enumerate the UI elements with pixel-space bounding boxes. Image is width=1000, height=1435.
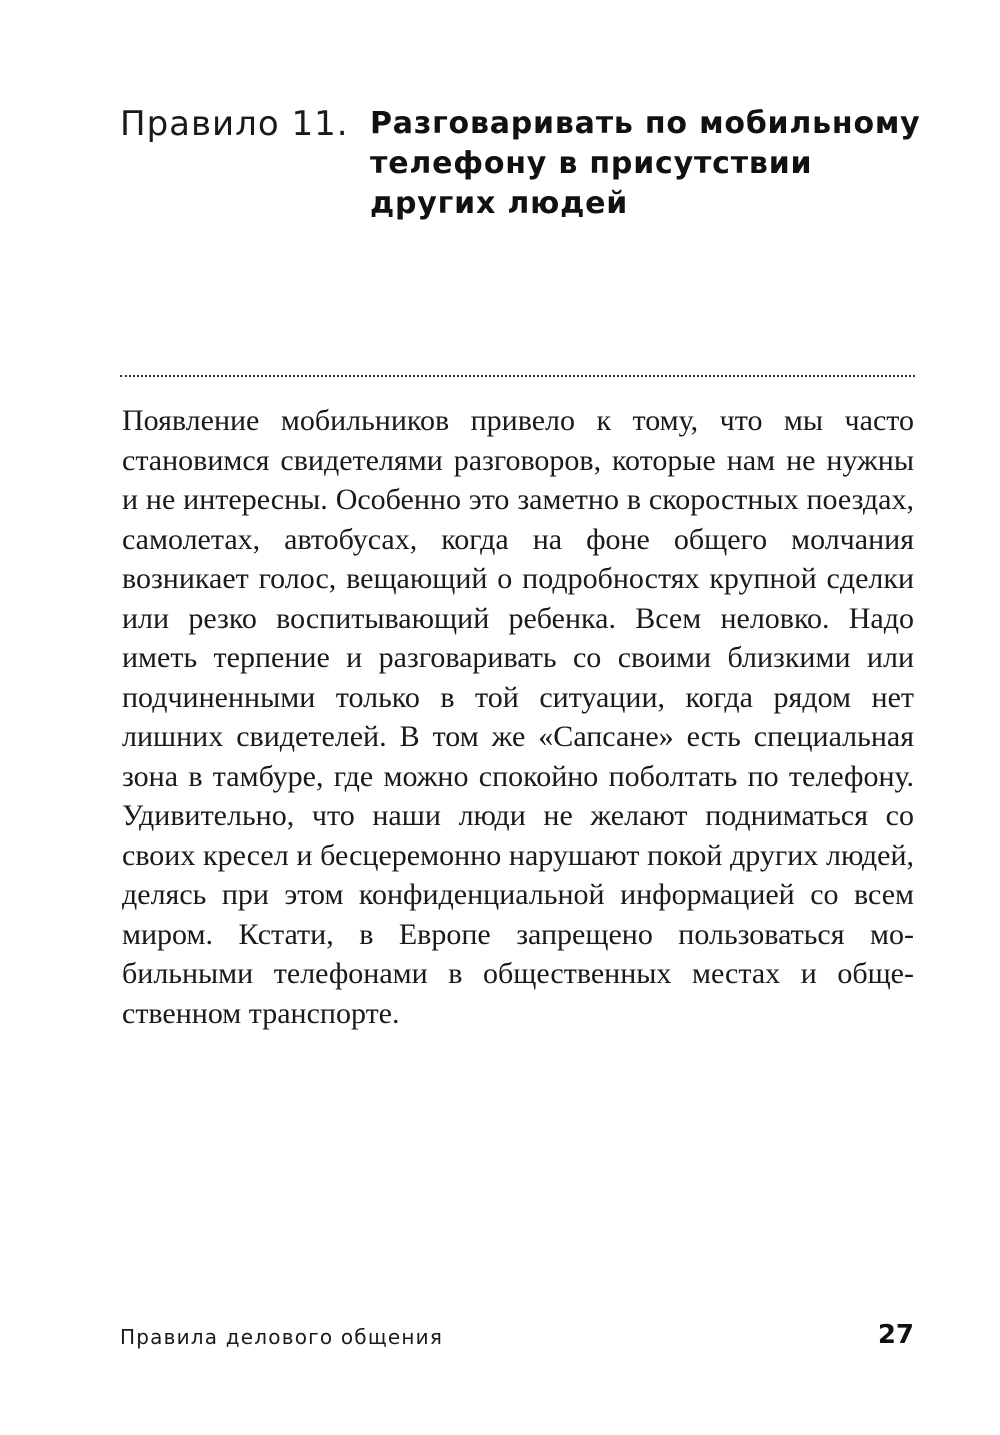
page-number: 27 <box>877 1320 914 1350</box>
rule-title: Разговаривать по мобильному телефону в присутствии других людей <box>370 106 921 221</box>
running-footer-title: Правила делового общения <box>120 1325 444 1349</box>
rule-number-label: Правило 11. <box>120 104 349 144</box>
body-paragraph: Появление мобильников привело к тому, что мы часто становимся свидетелями разговоров, которые нам не нужны и не интересны. Особенно это заметно в скоростных поездах, самолетах, автобусах, когда на фоне общего молчания возникает голос, вещающий о подробностях крупной сделки или резко воспитывающий ребенка. Всем неловко. Надо иметь терпение и разговаривать со своими близкими или подчиненными только в той ситуации, когда рядом нет лишних свидетелей. В том же «Сапсане» есть специальная зона в тамбуре, где можно спокойно поболтать по телефону. Удивительно, что наши люди не желают подниматься со своих кресел и бесцеремонно нарушают покой других людей, делясь при этом конфиденциальной информацией со всем миром. Кстати, в Европе запрещено пользоваться мобильными телефонами в общественных местах и общественном транспорте. <box>122 404 914 1030</box>
dotted-divider <box>120 375 915 377</box>
